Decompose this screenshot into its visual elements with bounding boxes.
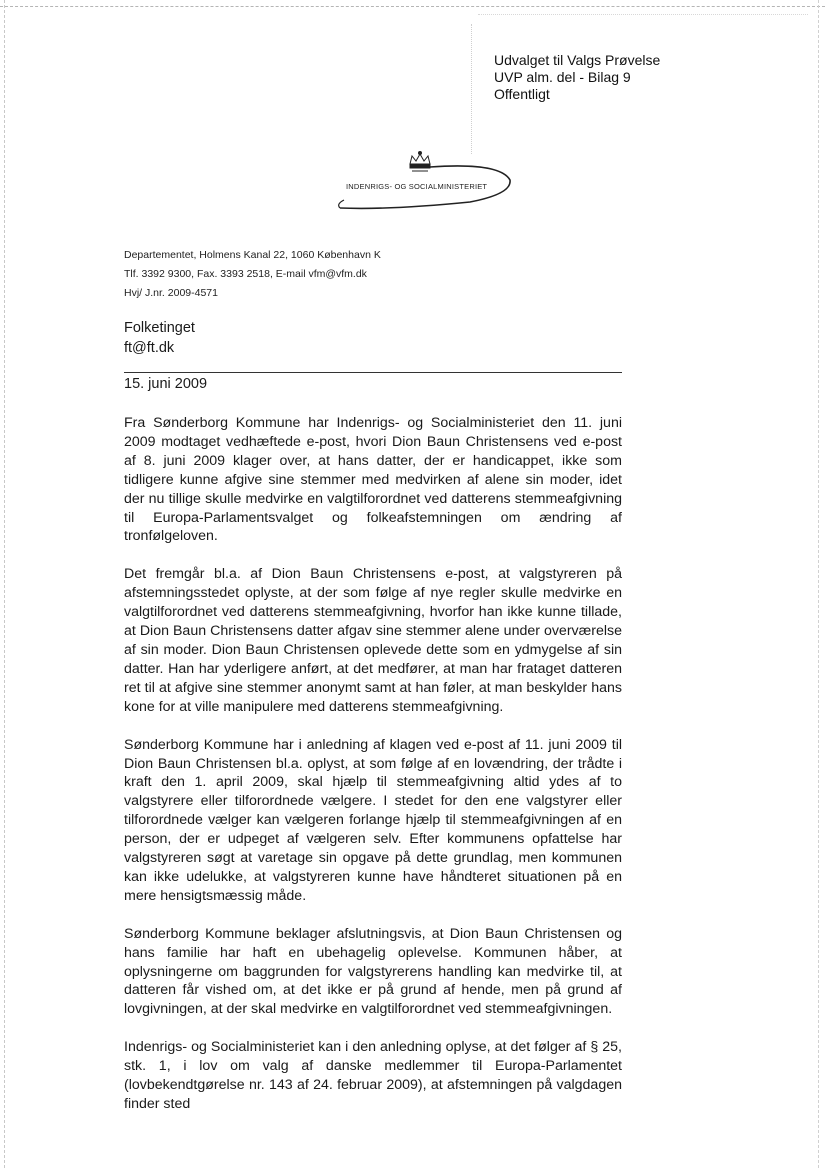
- body-paragraph: Det fremgår bl.a. af Dion Baun Christensens e-post, at valgstyreren på afstemningsstedet oplyste, at der som følge af nye regler skulle medvirke en valgtilforordnet ved datterens stemmeafgivning, hvorfor han ikke kunne tillade, at Dion Baun Christensens datter afgav sine stemmer alene under overværelse af sin moder. Dion Baun Christensen oplevede dette som en ydmygelse af sin datter. Han har yderligere anført, at det medfører, at man har frataget datteren ret til at afgive sine stemmer anonymt samt at han føler, at man beskylder hans kone for at ville manipulere med datterens stemmeafgivning.: [124, 566, 622, 715]
- crown-icon: [410, 152, 430, 172]
- recipient-name: Folketinget: [124, 320, 195, 336]
- archive-stamp: [494, 52, 660, 103]
- ministry-name: INDENRIGS- OG SOCIALMINISTERIET: [346, 182, 488, 191]
- scan-edge-right: [818, 0, 819, 1168]
- scan-edge-left: [4, 0, 5, 1168]
- date-divider: [124, 372, 622, 373]
- sender-block: [124, 246, 381, 303]
- body-paragraph: Sønderborg Kommune beklager afslutningsvis, at Dion Baun Christensen og hans familie har haft en ubehagelig oplevelse. Kommunen håber, at oplysningerne om baggrunden for valgstyrerens handling kan medvirke til, at datteren får vished om, at det ikke er på grund af hende, men på grund af lovgivningen, at der skal medvirke en valgtilforordnet ved stemmeafgivningen.: [124, 925, 622, 1018]
- sender-address: Departementet, Holmens Kanal 22, 1060 København K: [124, 249, 381, 261]
- fold-mark: [471, 24, 472, 154]
- letter-date: 15. juni 2009: [124, 376, 208, 392]
- sender-reference: Hvj/ J.nr. 2009-4571: [124, 287, 218, 299]
- recipient-block: [124, 318, 195, 358]
- body-paragraph: Fra Sønderborg Kommune har Indenrigs- og Socialministeriet den 11. juni 2009 modtaget vedhæftede e-post, hvori Dion Baun Christensens ved e-post af 8. juni 2009 klager over, at hans datter, der er handicappet, ikke som tidligere kunne afgive sine stemmer med medvirken af alene sin moder, idet der nu tillige skulle medvirke en valgtilforordnet ved datterens stemmeafgivning til Europa-Parlamentsvalget og folkeafstemningen om ændring af tronfølgeloven.: [124, 415, 622, 545]
- stamp-status: Offentligt: [494, 86, 550, 102]
- sender-contact: Tlf. 3392 9300, Fax. 3393 2518, E-mail vfm@vfm.dk: [124, 268, 367, 280]
- body-paragraph: Sønderborg Kommune har i anledning af klagen ved e-post af 11. juni 2009 til Dion Baun Christensen bl.a. oplyst, at som følge af en lovændring, der trådte i kraft den 1. april 2009, skal hjælp til stemmeafgivning altid ydes af to valgstyrere eller tilforordnede vælgere. I stedet for den ene valgstyrer eller tilforordnede vælger kan vælgeren forlange hjælp til stemmeafgivningen af en person, der er udpeget af vælgeren selv. Efter kommunens opfattelse har valgstyreren søgt at varetage sin opgave på dette grundlag, men kommunen kan ikke udelukke, at valgstyreren kunne have håndteret situationen på en mere hensigtsmæssig måde.: [124, 736, 622, 904]
- body-paragraph: Indenrigs- og Socialministeriet kan i den anledning oplyse, at det følger af § 25, stk. 1, i lov om valg af danske medlemmer til Europa-Parlamentet (lovbekendtgørelse nr. 143 af 24. februar 2009), at afstemningen på valgdagen finder sted: [124, 1039, 622, 1112]
- scan-edge-top: [0, 6, 825, 7]
- stamp-committee: Udvalget til Valgs Prøvelse: [494, 52, 661, 68]
- letter-body: [124, 414, 622, 1133]
- stamp-reference: UVP alm. del - Bilag 9: [494, 69, 631, 85]
- fold-mark-top: [478, 14, 808, 15]
- recipient-email: ft@ft.dk: [124, 340, 175, 356]
